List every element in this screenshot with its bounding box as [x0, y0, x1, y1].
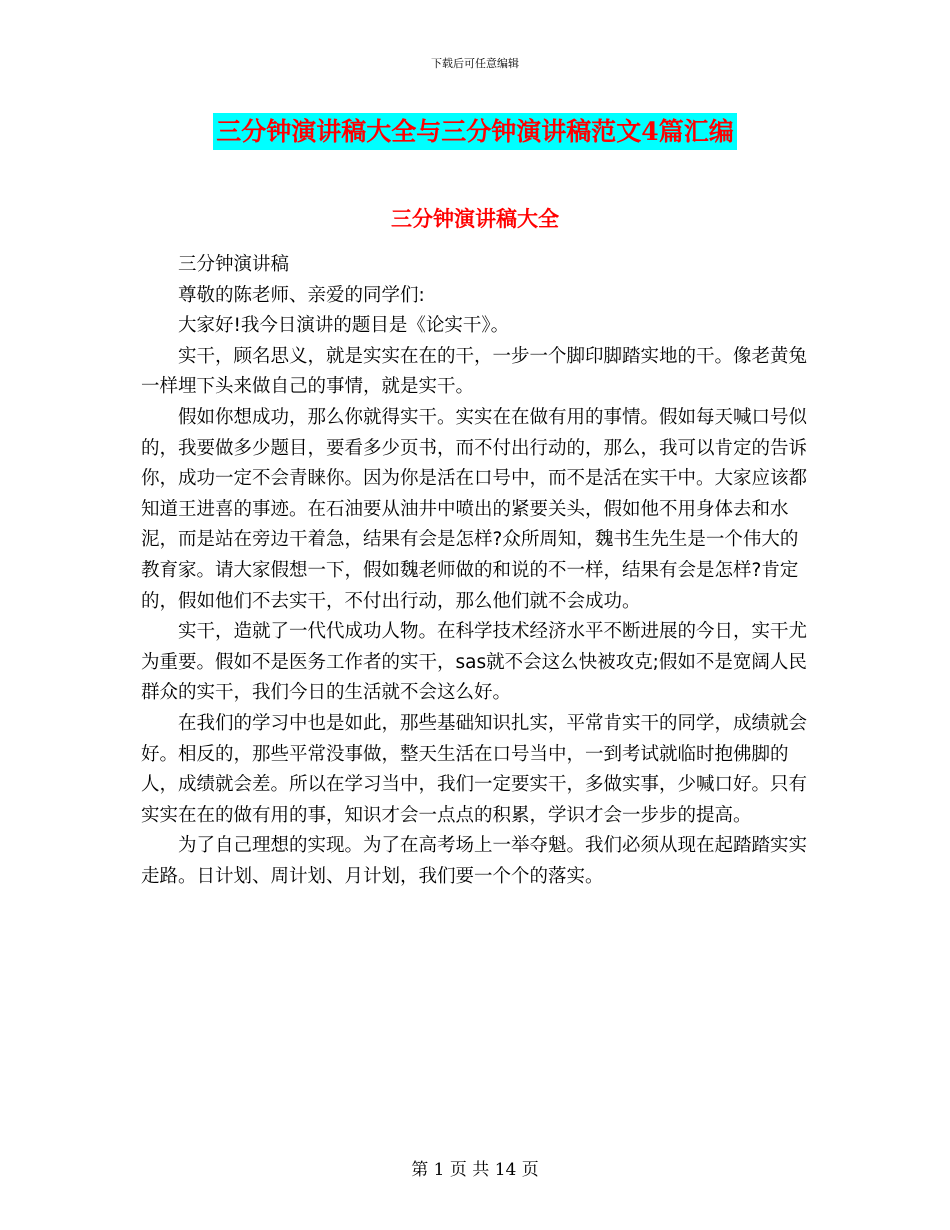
paragraph: 在我们的学习中也是如此，那些基础知识扎实，平常肯实干的同学，成绩就会好。相反的，那些平常没事做，整天生活在口号当中，一到考试就临时抱佛脚的人，成绩就会差。所以在学习当中，我们一定要实干，多做实事，少喊口好。只有实实在在的做有用的事，知识才会一点点的积累，学识才会一步步的提高。 — [141, 712, 808, 826]
paragraph: 尊敬的陈老师、亲爱的同学们: — [178, 284, 425, 306]
paragraph: 为了自己理想的实现。为了在高考场上一举夺魁。我们必须从现在起踏踏实实走路。日计划、周计划、月计划，我们要一个个的落实。 — [141, 835, 808, 887]
paragraph: 三分钟演讲稿 — [178, 254, 290, 275]
paragraph: 实干，顾名思义，就是实实在在的干，一步一个脚印脚踏实地的干。像老黄兔一样埋下头来做自己的事情，就是实干。 — [141, 345, 808, 398]
document-title-container — [0, 112, 950, 148]
page-footer: 第 1 页 共 14 页 — [411, 1160, 539, 1180]
header-note: 下载后可任意编辑 — [431, 57, 519, 70]
document-title: 三分钟演讲稿大全与三分钟演讲稿范文4篇汇编 — [213, 113, 736, 150]
paragraph: 假如你想成功，那么你就得实干。实实在在做有用的事情。假如每天喊口号似的，我要做多少题目，要看多少页书，而不付出行动的，那么，我可以肯定的告诉你，成功一定不会青睐你。因为你是活在口号中，而不是活在实干中。大家应该都知道王进喜的事迹。在石油要从油井中喷出的紧要关头，假如他不用身体去和水泥，而是站在旁边干着急，结果有会是怎样?众所周知，魏书生先生是一个伟大的教育家。请大家假想一下，假如魏老师做的和说的不一样，结果有会是怎样?肯定的，假如他们不去实干，不付出行动，那么他们就不会成功。 — [141, 406, 808, 612]
body-text — [141, 250, 811, 892]
section-title: 三分钟演讲稿大全 — [391, 206, 559, 231]
paragraph: 大家好!我今日演讲的题目是《论实干》。 — [178, 315, 510, 337]
paragraph: 实干，造就了一代代成功人物。在科学技术经济水平不断进展的今日，实干尤为重要。假如不是医务工作者的实干，sas就不会这么快被攻克;假如不是宽阔人民群众的实干，我们今日的生活就不会这么好。 — [141, 621, 808, 704]
